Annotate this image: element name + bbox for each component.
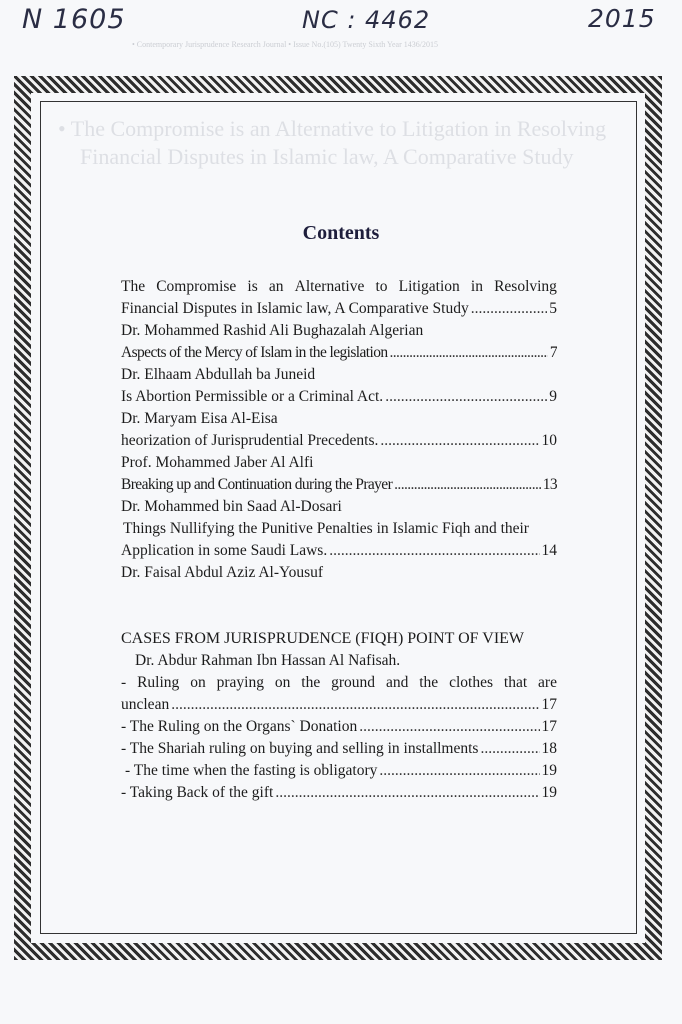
handwritten-center-note: NC : 4462 — [302, 6, 431, 34]
toc-entry — [121, 540, 557, 562]
leader-dots — [380, 430, 539, 452]
page-number: 7 — [549, 344, 557, 361]
leader-dots — [385, 386, 547, 408]
entry-title: Financial Disputes in Islamic law, A Comparative Study — [121, 300, 469, 317]
entry-author: Dr. Faisal Abdul Aziz Al-Yousuf — [121, 564, 324, 581]
section-heading: CASES FROM JURISPRUDENCE (FIQH) POINT OF VIEW — [121, 630, 525, 647]
entry-title: Application in some Saudi Laws. — [121, 542, 328, 559]
leader-dots — [359, 716, 539, 738]
entry-author: Dr. Maryam Eisa Al-Eisa — [121, 410, 278, 427]
bleed-through-line: • The Compromise is an Alternative to Litigation in Resolving — [58, 116, 607, 141]
entry-title: - The time when the fasting is obligatory — [125, 762, 378, 779]
page-number: 19 — [541, 784, 557, 801]
entry-title-line: - Ruling on praying on the ground and the clothes that are — [121, 674, 557, 691]
handwritten-left-note: N 1605 — [22, 4, 126, 35]
section-author: Dr. Abdur Rahman Ibn Hassan Al Nafisah. — [135, 652, 401, 669]
entry-author: Prof. Mohammed Jaber Al Alfi — [121, 454, 314, 471]
page-number: 13 — [542, 476, 557, 493]
leader-dots — [379, 760, 539, 782]
leader-dots — [471, 298, 548, 320]
toc-entry — [125, 760, 557, 782]
toc-entry — [121, 430, 557, 452]
entry-title-line: The Compromise is an Alternative to Litigation in Resolving — [121, 278, 557, 295]
leader-dots — [480, 738, 539, 760]
page-number: 5 — [549, 300, 557, 317]
page-number: 17 — [541, 718, 557, 735]
leader-dots — [390, 342, 548, 364]
bleed-through-header: • Contemporary Jurisprudence Research Journal • Issue No.(105) Twenty Sixth Year 1436/2015 — [132, 40, 438, 49]
page-title: Contents — [302, 222, 380, 244]
toc-entry — [121, 694, 557, 716]
entry-title: unclean — [121, 696, 170, 713]
toc-entry — [121, 782, 557, 804]
page-number: 10 — [541, 432, 557, 449]
toc-entry — [121, 716, 557, 738]
leader-dots — [329, 540, 539, 562]
page-number: 17 — [541, 696, 557, 713]
entry-title: - The Ruling on the Organs` Donation — [121, 718, 358, 735]
leader-dots — [275, 782, 539, 804]
entry-title: - The Shariah ruling on buying and selling in installments — [121, 740, 479, 757]
toc-entry — [121, 474, 557, 496]
page-number: 14 — [541, 542, 557, 559]
toc-entry — [121, 298, 557, 320]
entry-author: Dr. Elhaam Abdullah ba Juneid — [121, 366, 316, 383]
entry-title: - Taking Back of the gift — [121, 784, 274, 801]
toc-entry — [121, 342, 557, 364]
page-number: 19 — [541, 762, 557, 779]
toc-entry — [121, 738, 557, 760]
leader-dots — [394, 474, 541, 496]
leader-dots — [171, 694, 539, 716]
bleed-through-line: Financial Disputes in Islamic law, A Comparative Study — [80, 144, 574, 169]
entry-title: Is Abortion Permissible or a Criminal Act. — [121, 388, 384, 405]
toc-entry — [121, 386, 557, 408]
entry-title: heorization of Jurisprudential Precedents. — [121, 432, 379, 449]
entry-author: Dr. Mohammed bin Saad Al-Dosari — [121, 498, 342, 515]
page-number: 18 — [541, 740, 557, 757]
entry-author: Dr. Mohammed Rashid Ali Bughazalah Algerian — [121, 322, 424, 339]
handwritten-year-note: 2015 — [588, 4, 656, 33]
page-number: 9 — [549, 388, 557, 405]
entry-title: Aspects of the Mercy of Islam in the legislation — [121, 344, 388, 361]
entry-title: Breaking up and Continuation during the Prayer — [121, 476, 393, 493]
entry-title-line: Things Nullifying the Punitive Penalties in Islamic Fiqh and their — [123, 520, 529, 537]
